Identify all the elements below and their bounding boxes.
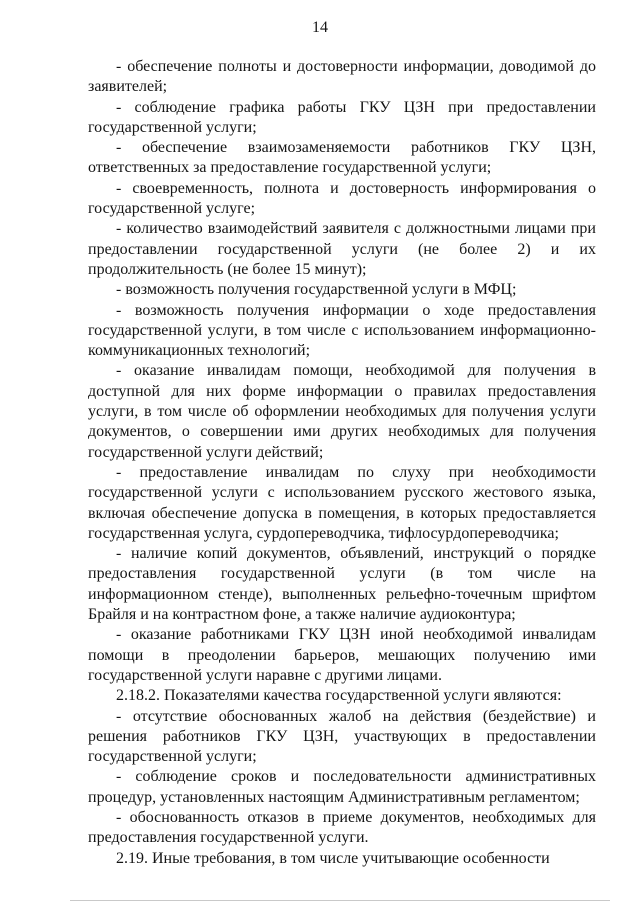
- paragraph-braille-copies: - наличие копий документов, объявлений, инструкций о порядке предоставления государственной услуги (в том числе на информационном стенде), выполненных рельефно-точечным шрифтом Брайля и на контрастном фоне, а также наличие аудиоконтура;: [88, 545, 596, 624]
- page-number: 14: [312, 19, 328, 36]
- paragraph-barrier-help: - оказание работниками ГКУ ЦЗН иной необходимой инвалидам помощи в преодолении барьеров, мешающих получению ими государственной услуги наравне с другими лицами.: [88, 626, 596, 684]
- paragraph-no-complaints: - отсутствие обоснованных жалоб на действия (бездействие) и решения работников ГКУ ЦЗН, участвующих в предоставлении государственной услуги;: [88, 707, 596, 766]
- document-body: [88, 57, 596, 869]
- paragraph-mfc-availability: - возможность получения государственной услуги в МФЦ;: [116, 281, 517, 299]
- paragraph-deadlines: - соблюдение сроков и последовательности административных процедур, установленных настоящим Административным регламентом;: [88, 768, 596, 806]
- paragraph-disabled-assistance: - оказание инвалидам помощи, необходимой для получения в доступной для них форме информации о правилах предоставления услуги, в том числе об оформлении необходимых для получения услуги документов, о совершении ими других необходимых для получения государственной услуги действий;: [88, 362, 596, 461]
- paragraph-info-completeness: - обеспечение полноты и достоверности информации, доводимой до заявителей;: [88, 58, 596, 96]
- paragraph-progress-info: - возможность получения информации о ходе предоставления государственной услуги, в том числе с использованием информационно-коммуникационных технологий;: [88, 301, 596, 360]
- paragraph-timeliness: - своевременность, полнота и достоверность информирования о государственной услуге;: [88, 179, 596, 218]
- paragraph-sign-language: - предоставление инвалидам по слуху при необходимости государственной услуги с использованием русского жестового языка, включая обеспечение допуска в помещения, в которых предоставляется государственная услуга, сурдопереводчика, тифлосурдопереводчика;: [88, 463, 596, 542]
- paragraph-interactions-count: - количество взаимодействий заявителя с должностными лицами при предоставлении государственной услуги (не более 2) и их продолжительность (не более 15 минут);: [88, 220, 596, 278]
- paragraph-section-2-18-2: 2.18.2. Показателями качества государственной услуги являются:: [116, 687, 562, 705]
- paragraph-section-2-19: 2.19. Иные требования, в том числе учитывающие особенности: [116, 849, 550, 867]
- paragraph-work-schedule: - соблюдение графика работы ГКУ ЦЗН при предоставлении государственной услуги;: [88, 98, 596, 136]
- paragraph-refusal-justification: - обоснованность отказов в приеме документов, необходимых для предоставления государственной услуги.: [88, 808, 596, 847]
- bottom-divider: [70, 900, 610, 901]
- paragraph-staff-interchangeability: - обеспечение взаимозаменяемости работников ГКУ ЦЗН, ответственных за предоставление государственной услуги;: [88, 139, 596, 177]
